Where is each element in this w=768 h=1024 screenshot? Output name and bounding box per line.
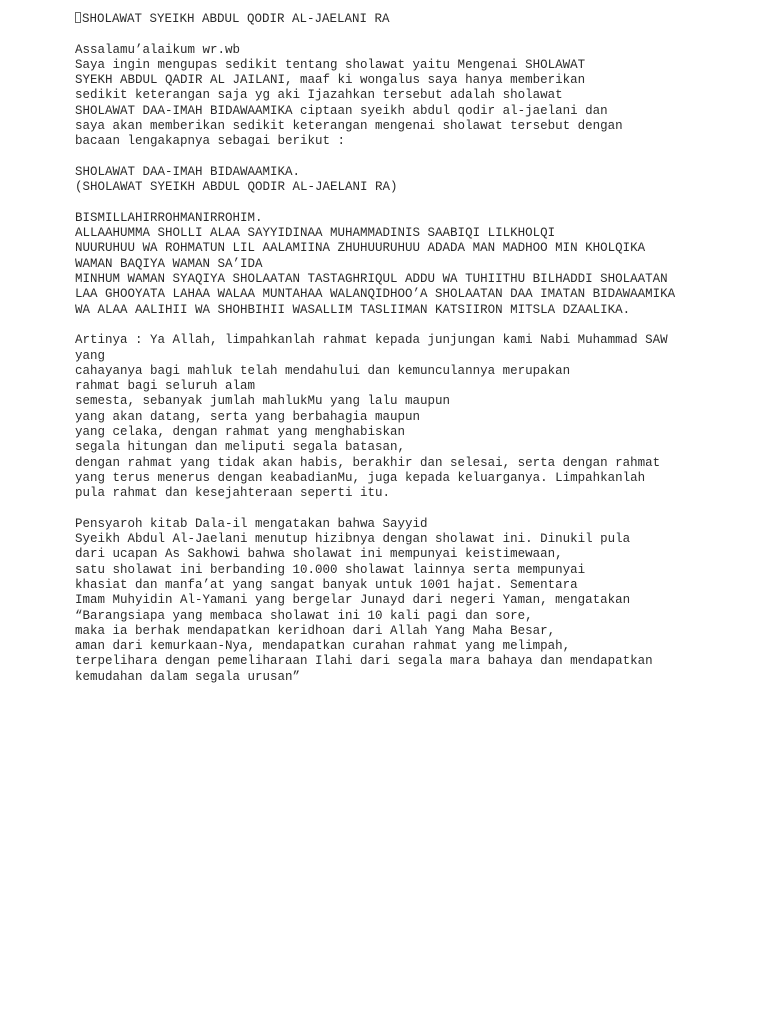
intro-line: sedikit keterangan saja yg aki Ijazahkan tersebut adalah sholawat <box>75 88 563 103</box>
translation-line: rahmat bagi seluruh alam <box>75 379 256 394</box>
spacer <box>75 150 755 165</box>
translation-line: pula rahmat dan kesejahteraan seperti itu. <box>75 486 391 501</box>
closing-line: khasiat dan manfa’at yang sangat banyak untuk 1001 hajat. Sementara <box>75 577 578 592</box>
closing-line: kemudahan dalam segala urusan” <box>75 669 301 684</box>
translation-line: yang terus menerus dengan keabadianMu, juga kepada keluarganya. Limpahkanlah <box>75 470 646 485</box>
intro-line: SHOLAWAT DAA-IMAH BIDAWAAMIKA ciptaan syeikh abdul qodir al-jaelani dan <box>75 103 608 118</box>
arabic-line: ALLAAHUMMA SHOLLI ALAA SAYYIDINAA MUHAMMADINIS SAABIQI LILKHOLQI <box>75 226 556 241</box>
translation-line: cahayanya bagi mahluk telah mendahului dan kemunculannya merupakan <box>75 363 571 378</box>
spacer <box>75 318 755 333</box>
intro-line: saya akan memberikan sedikit keterangan mengenai sholawat tersebut dengan <box>75 119 623 134</box>
closing-line: maka ia berhak mendapatkan keridhoan dari Allah Yang Maha Besar, <box>75 623 556 638</box>
document-page <box>75 12 755 685</box>
translation-line: yang celaka, dengan rahmat yang menghabiskan <box>75 425 406 440</box>
intro-line: bacaan lengakapnya sebagai berikut : <box>75 134 346 149</box>
arabic-line: LAA GHOOYATA LAHAA WALAA MUNTAHAA WALANQIDHOO’A SHOLAATAN DAA IMATAN BIDAWAAMIKA <box>75 287 676 302</box>
document-title: SHOLAWAT SYEIKH ABDUL QODIR AL-JAELANI RA <box>82 12 390 26</box>
arabic-line: MINHUM WAMAN SYAQIYA SHOLAATAN TASTAGHRIQUL ADDU WA TUHIITHU BILHADDI SHOLAATAN <box>75 272 668 287</box>
missing-glyph-icon <box>75 12 81 23</box>
intro-paragraph <box>75 58 755 150</box>
arabic-line: WA ALAA AALIHII WA SHOHBIHII WASALLIM TASLIIMAN KATSIIRON MITSLA DZAALIKA. <box>75 302 631 317</box>
spacer <box>75 502 755 517</box>
arabic-transliteration <box>75 211 755 318</box>
translation-line: dengan rahmat yang tidak akan habis, berakhir dan selesai, serta dengan rahmat <box>75 455 661 470</box>
heading-line: SHOLAWAT DAA-IMAH BIDAWAAMIKA. <box>75 164 301 179</box>
closing-line: terpelihara dengan pemeliharaan Ilahi dari segala mara bahaya dan mendapatkan <box>75 654 653 669</box>
intro-line: Saya ingin mengupas sedikit tentang sholawat yaitu Mengenai SHOLAWAT <box>75 57 586 72</box>
translation-line: semesta, sebanyak jumlah mahlukMu yang lalu maupun <box>75 394 451 409</box>
arabic-line: WAMAN BAQIYA WAMAN SA’IDA <box>75 256 263 271</box>
closing-line: aman dari kemurkaan-Nya, mendapatkan curahan rahmat yang melimpah, <box>75 639 571 654</box>
sholawat-heading <box>75 165 755 196</box>
translation-line: Artinya : Ya Allah, limpahkanlah rahmat kepada junjungan kami Nabi Muhammad SAW <box>75 333 668 348</box>
closing-line: Pensyaroh kitab Dala-il mengatakan bahwa Sayyid <box>75 516 428 531</box>
closing-line: Imam Muhyidin Al-Yamani yang bergelar Junayd dari negeri Yaman, mengatakan <box>75 593 631 608</box>
arabic-line: NUURUHUU WA ROHMATUN LIL AALAMIINA ZHUHUURUHUU ADADA MAN MADHOO MIN KHOLQIKA <box>75 241 646 256</box>
intro-line: SYEKH ABDUL QADIR AL JAILANI, maaf ki wongalus saya hanya memberikan <box>75 73 586 88</box>
arabic-line: BISMILLAHIRROHMANIRROHIM. <box>75 210 263 225</box>
heading-line: (SHOLAWAT SYEIKH ABDUL QODIR AL-JAELANI RA) <box>75 180 398 195</box>
closing-paragraph <box>75 517 755 685</box>
closing-line: Syeikh Abdul Al-Jaelani menutup hizibnya dengan sholawat ini. Dinukil pula <box>75 532 631 547</box>
spacer <box>75 196 755 211</box>
closing-line: satu sholawat ini berbanding 10.000 sholawat lainnya serta mempunyai <box>75 562 586 577</box>
greeting: Assalamu’alaikum wr.wb <box>75 42 241 57</box>
translation-line: segala hitungan dan meliputi segala batasan, <box>75 440 406 455</box>
spacer <box>75 27 755 42</box>
translation-line: yang akan datang, serta yang berbahagia maupun <box>75 409 421 424</box>
closing-line: dari ucapan As Sakhowi bahwa sholawat ini mempunyai keistimewaan, <box>75 547 563 562</box>
translation-line: yang <box>75 348 106 363</box>
document-title-row <box>75 12 755 27</box>
translation-paragraph <box>75 333 755 501</box>
closing-line: “Barangsiapa yang membaca sholawat ini 10 kali pagi dan sore, <box>75 608 533 623</box>
